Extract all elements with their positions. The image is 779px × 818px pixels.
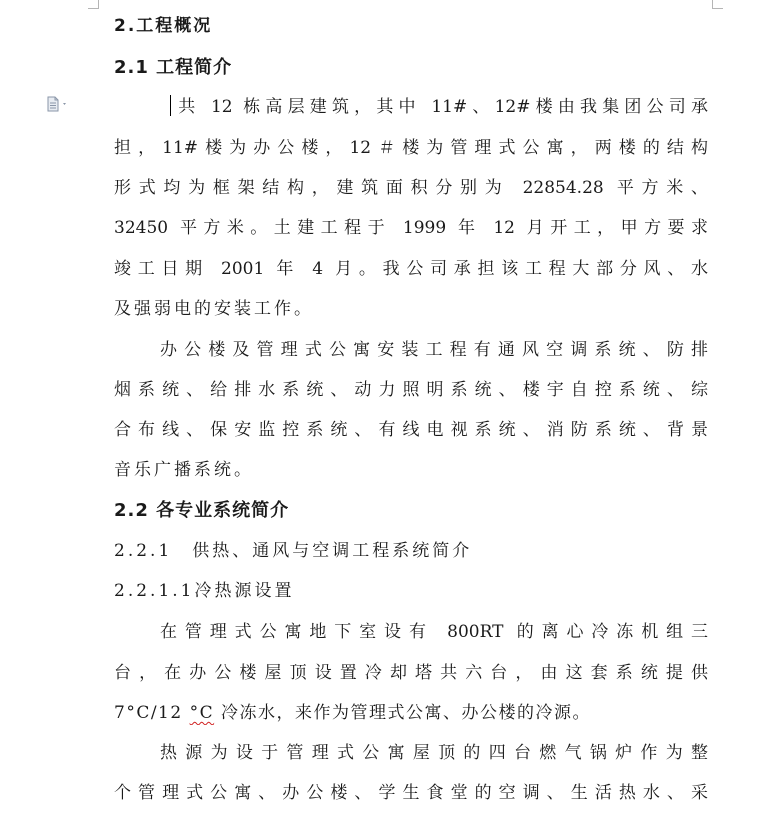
paragraph-line[interactable]: 7°C/12 °C 冷冻水，来作为管理式公寓、办公楼的冷源。 bbox=[114, 703, 592, 723]
text-cursor bbox=[170, 95, 171, 116]
subsub-heading: 2.2.1.1冷热源设置 bbox=[114, 581, 295, 601]
sub-heading: 2.2.1 供热、通风与空调工程系统简介 bbox=[114, 541, 473, 561]
paragraph-line[interactable]: 竣工日期 2001 年 4 月。我公司承担该工程大部分风、水 bbox=[114, 259, 708, 279]
paragraph-line[interactable]: 32450 平方米。土建工程于 1999 年 12 月开工，甲方要求 bbox=[114, 218, 708, 238]
intro-heading: 2.1 工程简介 bbox=[114, 57, 233, 78]
paragraph-line[interactable]: 热源为设于管理式公寓屋顶的四台燃气锅炉作为整 bbox=[160, 743, 708, 763]
paragraph-line[interactable]: 音乐广播系统。 bbox=[114, 460, 254, 480]
paragraph-line[interactable]: 担，11#楼为办公楼，12＃楼为管理式公寓，两楼的结构 bbox=[114, 138, 708, 158]
section-title: 2.工程概况 bbox=[114, 16, 213, 36]
paragraph-line[interactable]: 共 12 栋高层建筑，其中 11#、12#楼由我集团公司承 bbox=[170, 95, 708, 119]
paragraph-line[interactable]: 台，在办公楼屋顶设置冷却塔共六台，由这套系统提供 bbox=[114, 663, 708, 683]
paragraph-line[interactable]: 在管理式公寓地下室设有 800RT 的离心冷冻机组三 bbox=[160, 622, 708, 642]
paragraph-line[interactable]: 办公楼及管理式公寓安装工程有通风空调系统、防排 bbox=[160, 340, 708, 360]
paragraph-line[interactable]: 及强弱电的安装工作。 bbox=[114, 299, 314, 319]
paragraph-line[interactable]: 合布线、保安监控系统、有线电视系统、消防系统、背景 bbox=[114, 420, 708, 440]
margin-corner-mark bbox=[712, 0, 723, 9]
specialty-heading: 2.2 各专业系统简介 bbox=[114, 500, 290, 521]
paragraph-line[interactable]: 烟系统、给排水系统、动力照明系统、楼宇自控系统、综 bbox=[114, 380, 708, 400]
paragraph-options-icon[interactable] bbox=[46, 96, 72, 112]
spelling-flag[interactable]: °C bbox=[189, 703, 215, 723]
paragraph-line[interactable]: 形式均为框架结构，建筑面积分别为 22854.28 平方米、 bbox=[114, 178, 708, 198]
margin-corner-mark bbox=[88, 0, 99, 9]
paragraph-line[interactable]: 个管理式公寓、办公楼、学生食堂的空调、生活热水、采 bbox=[114, 783, 708, 803]
